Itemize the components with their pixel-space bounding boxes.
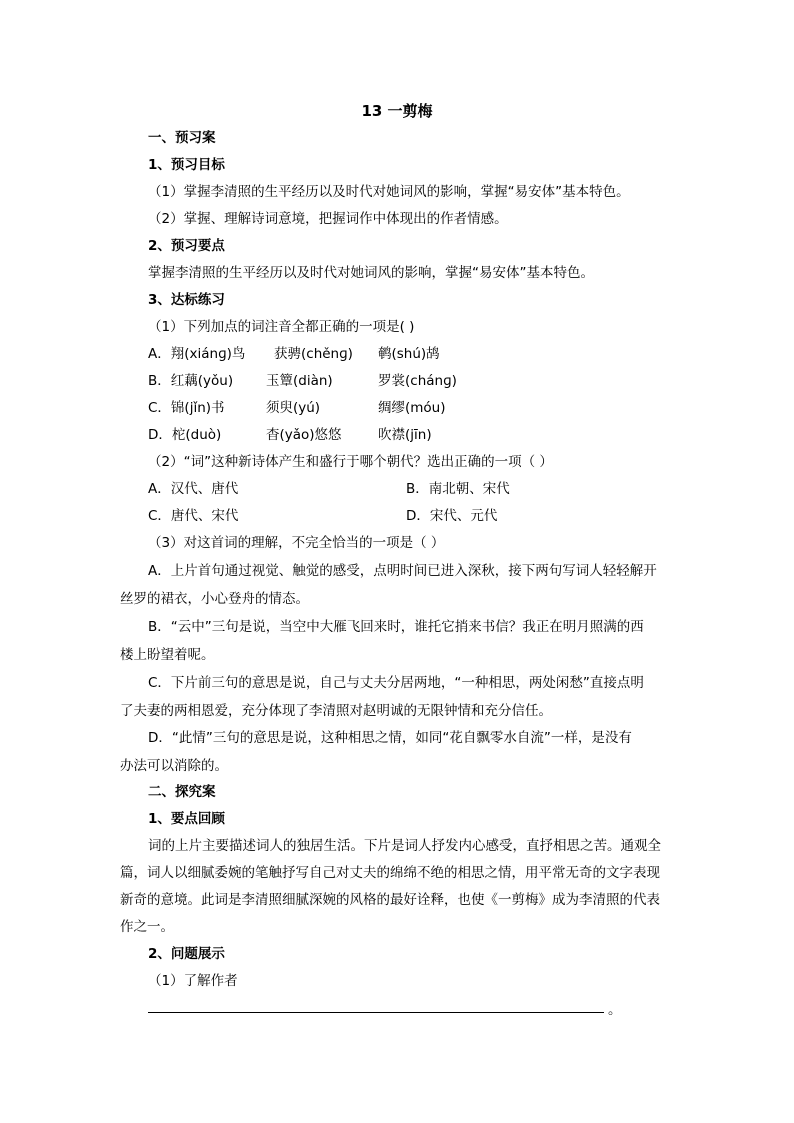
q1-option-c-2: 须臾(yú) [266, 400, 321, 416]
q3-option-d-line-2: 办法可以消除的。 [120, 758, 228, 774]
q3-option-c-line-2: 了夫妻的两相恩爱，充分体现了李清照对赵明诚的无限钟情和充分信任。 [120, 703, 552, 719]
q1-option-a-2: 获骋(chěnɡ) [274, 346, 353, 362]
q1-option-c-1: C．锦(jǐn)书 [148, 400, 225, 416]
goal-heading: 1、预习目标 [148, 157, 225, 173]
q3-option-b-line-1: B．“云中”三句是说，当空中大雁飞回来时，谁托它捎来书信？我正在明月照满的西 [148, 619, 644, 635]
q1-option-d-1: D．柁(duò) [148, 427, 222, 443]
section-heading-preview: 一、预习案 [148, 130, 216, 146]
goal-item-2: （2）掌握、理解诗词意境，把握词作中体现出的作者情感。 [148, 211, 508, 227]
q3-option-d-line-1: D．“此情”三句的意思是说，这种相思之情，如同“花自飘零水自流”一样，是没有 [148, 730, 632, 746]
review-line-1: 词的上片主要描述词人的独居生活。下片是词人抒发内心感受，直抒相思之苦。通观全 [148, 838, 661, 854]
q3-option-a-line-1: A．上片首句通过视觉、触觉的感受，点明时间已进入深秋，接下两句写词人轻轻解开 [148, 563, 657, 579]
q1-option-b-3: 罗裳(chánɡ) [378, 373, 457, 389]
q1-option-a-1: A．翔(xiánɡ)鸟 [148, 346, 246, 362]
q2-option-d: D．宋代、元代 [406, 508, 498, 524]
answer-blank-line[interactable] [148, 1012, 604, 1013]
key-text: 掌握李清照的生平经历以及时代对她词风的影响，掌握“易安体”基本特色。 [148, 265, 594, 281]
q1-option-d-2: 杳(yǎo)悠悠 [266, 427, 342, 443]
review-line-3: 新奇的意境。此词是李清照细腻深婉的风格的最好诠释，也使《一剪梅》成为李清照的代表 [120, 892, 660, 908]
answer-end-mark: 。 [608, 1002, 622, 1018]
q2-option-a: A．汉代、唐代 [148, 481, 239, 497]
section-heading-explore: 二、探究案 [148, 784, 216, 800]
q3-option-c-line-1: C．下片前三句的意思是说，自己与丈夫分居两地，“一种相思，两处闲愁”直接点明 [148, 675, 644, 691]
question-1-stem: （1）下列加点的词注音全都正确的一项是( ) [148, 319, 415, 335]
practice-heading: 3、达标练习 [148, 292, 225, 308]
question-2-stem: （2）“词”这种新诗体产生和盛行于哪个朝代？选出正确的一项（ ） [148, 454, 553, 470]
q2-option-c: C．唐代、宋代 [148, 508, 239, 524]
page-title: 13 一剪梅 [361, 102, 433, 120]
q1-option-a-3: 鹌(shú)鸪 [378, 346, 440, 362]
q1-option-c-3: 绸缪(móu) [378, 400, 446, 416]
review-line-4: 作之一。 [120, 919, 174, 935]
key-heading: 2、预习要点 [148, 238, 225, 254]
review-heading: 1、要点回顾 [148, 811, 225, 827]
q1-option-d-3: 吹襟(jīn) [378, 427, 432, 443]
q1-option-b-2: 玉簟(diàn) [266, 373, 333, 389]
problem-item-1: （1）了解作者 [148, 973, 238, 989]
q3-option-a-line-2: 丝罗的裙衣，小心登舟的情态。 [120, 591, 309, 607]
q2-option-b: B．南北朝、宋代 [406, 481, 510, 497]
goal-item-1: （1）掌握李清照的生平经历以及时代对她词风的影响，掌握“易安体”基本特色。 [148, 184, 630, 200]
review-line-2: 篇，词人以细腻委婉的笔触抒写自己对丈夫的绵绵不绝的相思之情，用平常无奇的文字表现 [120, 865, 660, 881]
q3-option-b-line-2: 楼上盼望着呢。 [120, 647, 215, 663]
question-3-stem: （3）对这首词的理解，不完全恰当的一项是（ ） [148, 535, 445, 551]
problem-heading: 2、问题展示 [148, 946, 225, 962]
q1-option-b-1: B．红藕(yǒu) [148, 373, 234, 389]
